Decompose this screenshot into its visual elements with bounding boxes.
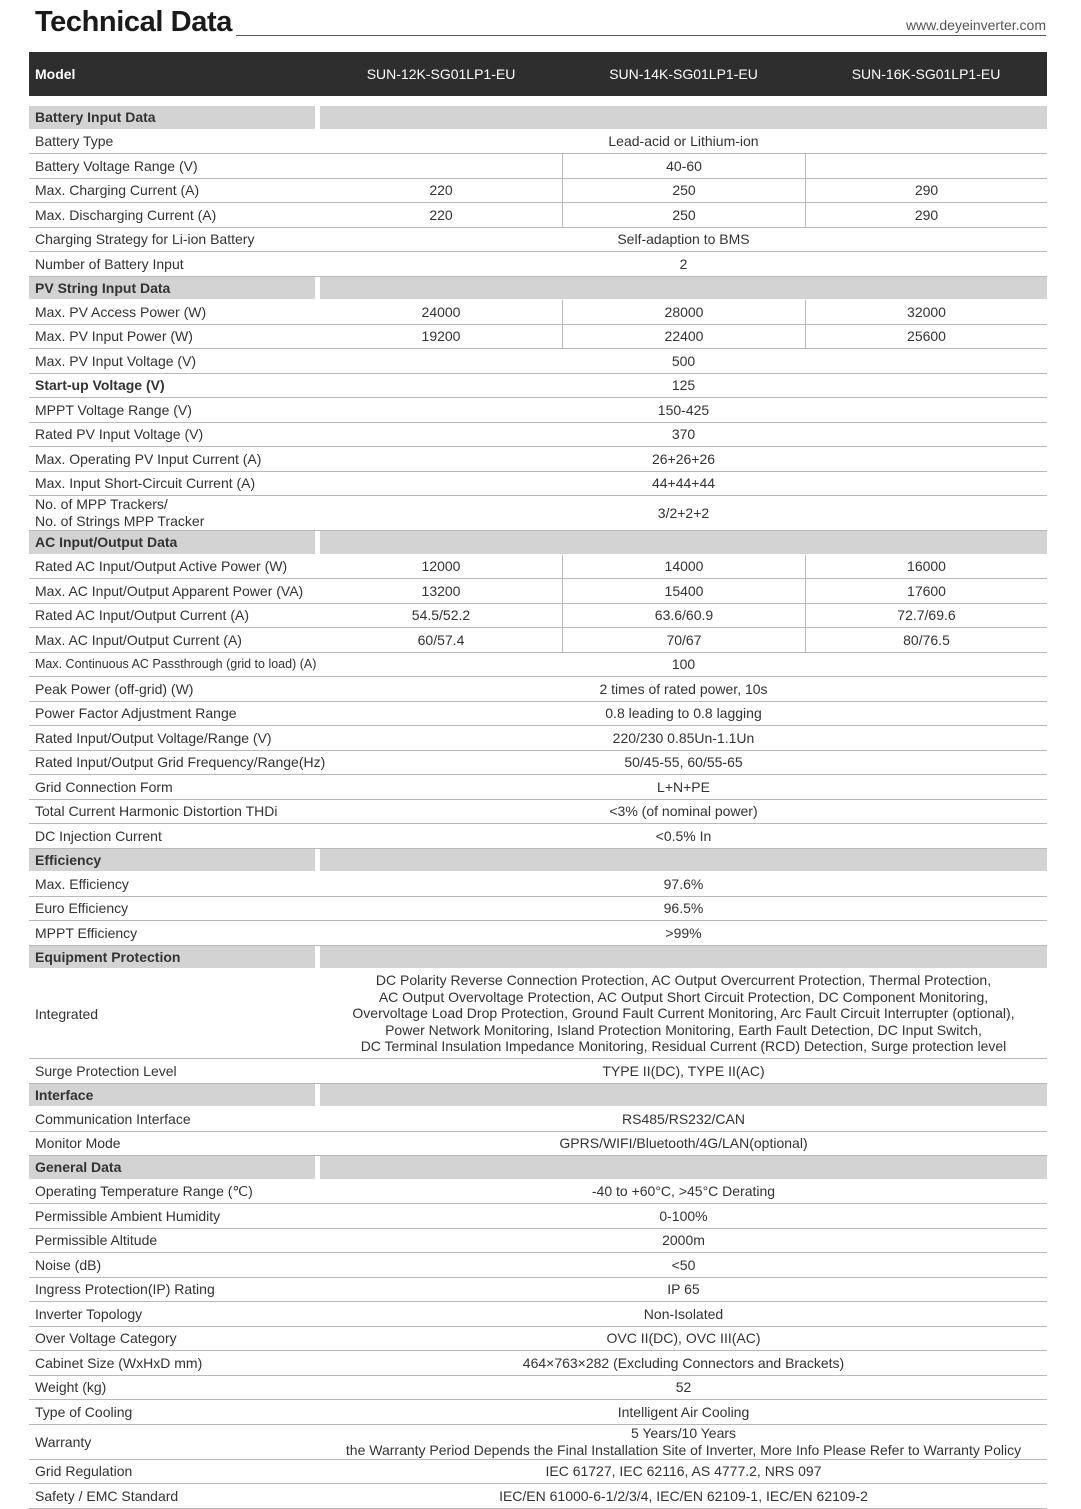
value-cell: 54.5/52.2 bbox=[411, 607, 471, 624]
row-values bbox=[320, 1278, 1047, 1302]
table-row bbox=[29, 1425, 1047, 1460]
value-cell-all-models: OVC II(DC), OVC III(AC) bbox=[606, 1330, 761, 1347]
table-row bbox=[29, 472, 1047, 497]
table-row bbox=[29, 228, 1047, 253]
row-values bbox=[320, 1059, 1047, 1083]
value-cell-all-models: Non-Isolated bbox=[643, 1305, 724, 1322]
table-row bbox=[29, 897, 1047, 922]
row-label: Peak Power (off-grid) (W) bbox=[35, 680, 194, 697]
row-values bbox=[320, 921, 1047, 945]
row-values bbox=[320, 1327, 1047, 1351]
row-label: Communication Interface bbox=[35, 1110, 191, 1127]
value-cell-all-models: 500 bbox=[671, 352, 696, 369]
table-row bbox=[29, 921, 1047, 946]
table-row bbox=[29, 349, 1047, 374]
value-cell: 19200 bbox=[421, 328, 461, 345]
row-label: Max. Discharging Current (A) bbox=[35, 206, 217, 223]
row-label: Max. AC Input/Output Apparent Power (VA) bbox=[35, 582, 304, 599]
section-title: Efficiency bbox=[29, 849, 315, 872]
row-label: Rated PV Input Voltage (V) bbox=[35, 426, 204, 443]
row-values bbox=[320, 1460, 1047, 1484]
table-row bbox=[29, 1229, 1047, 1254]
section-header-battery-input-data bbox=[29, 106, 1047, 130]
value-cell: 24000 bbox=[421, 303, 461, 320]
row-values bbox=[320, 300, 1047, 324]
table-row bbox=[29, 1351, 1047, 1376]
value-cell-all-models: Intelligent Air Cooling bbox=[617, 1403, 750, 1420]
value-cell-all-models: 44+44+44 bbox=[651, 475, 716, 492]
value-cell-all-models: IP 65 bbox=[667, 1281, 700, 1298]
section-header-interface bbox=[29, 1084, 1047, 1108]
row-label: Max. AC Input/Output Current (A) bbox=[35, 631, 242, 648]
table-row bbox=[29, 1400, 1047, 1425]
value-cell-all-models: 370 bbox=[671, 426, 696, 443]
row-label: Max. PV Access Power (W) bbox=[35, 303, 207, 320]
row-label: No. of MPP Trackers/ No. of Strings MPP Tracker bbox=[35, 496, 205, 529]
table-row bbox=[29, 628, 1047, 653]
spec-table bbox=[29, 106, 1047, 1509]
section-header-equipment-protection bbox=[29, 946, 1047, 970]
value-cell: 290 bbox=[805, 203, 1047, 227]
value-cell-all-models: L+N+PE bbox=[657, 778, 710, 795]
table-row bbox=[29, 824, 1047, 849]
row-values bbox=[320, 1302, 1047, 1326]
value-cell-all-models: DC Polarity Reverse Connection Protection, AC Output Overcurrent Protection, Thermal Protection, AC Output Overvoltage Protection, AC Output Short Circuit Protection, DC Component Monitoring, Overvoltage Load Drop Protection, Ground Fault Current Monitoring, Arc Fault Circuit Interrupter (optional), Power Network Monitoring, Island Protection Monitoring, Earth Fault Detection, DC Input Switch, DC Terminal Insulation Impedance Monitoring, Residual Current (RCD) Detection, Surge protection level bbox=[352, 972, 1015, 1055]
row-label: Weight (kg) bbox=[35, 1379, 107, 1396]
row-values bbox=[320, 1253, 1047, 1277]
table-row bbox=[29, 653, 1047, 678]
row-values bbox=[320, 179, 1047, 203]
table-row bbox=[29, 398, 1047, 423]
row-values bbox=[320, 398, 1047, 422]
row-label: Max. PV Input Voltage (V) bbox=[35, 352, 197, 369]
row-label: Type of Cooling bbox=[35, 1403, 133, 1420]
model-name-16k: SUN-16K-SG01LP1-EU bbox=[851, 66, 1001, 82]
model-name-12k: SUN-12K-SG01LP1-EU bbox=[366, 66, 516, 82]
row-values bbox=[320, 325, 1047, 349]
table-row bbox=[29, 751, 1047, 776]
row-values bbox=[320, 1229, 1047, 1253]
table-row bbox=[29, 555, 1047, 580]
table-row bbox=[29, 1204, 1047, 1229]
row-label: Cabinet Size (WxHxD mm) bbox=[35, 1354, 203, 1371]
section-title: PV String Input Data bbox=[29, 277, 315, 300]
table-row bbox=[29, 1278, 1047, 1303]
table-row bbox=[29, 1460, 1047, 1485]
row-label: Battery Type bbox=[35, 133, 114, 150]
value-cell: 16000 bbox=[805, 555, 1047, 579]
row-values bbox=[320, 775, 1047, 799]
value-cell-all-models: 0-100% bbox=[659, 1207, 708, 1224]
row-label: Grid Connection Form bbox=[35, 778, 173, 795]
table-row bbox=[29, 1302, 1047, 1327]
value-cell-all-models: 220/230 0.85Un-1.1Un bbox=[612, 729, 755, 746]
row-label: MPPT Voltage Range (V) bbox=[35, 401, 192, 418]
row-label: Noise (dB) bbox=[35, 1256, 102, 1273]
value-cell: 15400 bbox=[562, 579, 805, 603]
value-cell: 32000 bbox=[805, 300, 1047, 324]
row-label: Warranty bbox=[35, 1433, 92, 1450]
row-values bbox=[320, 824, 1047, 848]
table-row bbox=[29, 677, 1047, 702]
value-cell-all-models: <0.5% In bbox=[655, 827, 712, 844]
row-values bbox=[320, 751, 1047, 775]
value-cell-all-models: <50 bbox=[671, 1256, 696, 1273]
value-cell-all-models: 50/45-55, 60/55-65 bbox=[624, 754, 743, 771]
value-cell-all-models: 97.6% bbox=[663, 875, 704, 892]
section-band bbox=[320, 106, 1047, 129]
value-cell: 60/57.4 bbox=[417, 631, 465, 648]
section-band bbox=[320, 277, 1047, 300]
value-cell: 63.6/60.9 bbox=[562, 604, 805, 628]
row-label: Battery Voltage Range (V) bbox=[35, 157, 198, 174]
row-label: Rated Input/Output Voltage/Range (V) bbox=[35, 729, 272, 746]
section-title: Battery Input Data bbox=[29, 106, 315, 129]
table-row bbox=[29, 1180, 1047, 1205]
row-label: Integrated bbox=[35, 1005, 99, 1022]
row-label: Operating Temperature Range (℃) bbox=[35, 1182, 253, 1199]
row-label: Max. Operating PV Input Current (A) bbox=[35, 450, 262, 467]
table-row bbox=[29, 423, 1047, 448]
row-values bbox=[320, 496, 1047, 530]
row-values bbox=[320, 1180, 1047, 1204]
value-cell: 72.7/69.6 bbox=[805, 604, 1047, 628]
row-label: MPPT Efficiency bbox=[35, 924, 138, 941]
table-row bbox=[29, 130, 1047, 155]
title-rule bbox=[236, 35, 1046, 36]
value-cell: 14000 bbox=[562, 555, 805, 579]
row-values bbox=[320, 203, 1047, 227]
row-label: Permissible Ambient Humidity bbox=[35, 1207, 221, 1224]
value-cell-all-models: Lead-acid or Lithium-ion bbox=[608, 133, 759, 150]
table-row bbox=[29, 775, 1047, 800]
value-cell-all-models: 2 bbox=[679, 255, 688, 272]
row-values bbox=[320, 702, 1047, 726]
section-header-pv-string-input-data bbox=[29, 277, 1047, 301]
value-cell-all-models: <3% (of nominal power) bbox=[609, 803, 758, 820]
value-cell-all-models: 52 bbox=[675, 1379, 692, 1396]
row-values bbox=[320, 1376, 1047, 1400]
row-label: Max. Efficiency bbox=[35, 875, 129, 892]
row-label: Grid Regulation bbox=[35, 1463, 133, 1480]
row-values bbox=[320, 154, 1047, 178]
section-band bbox=[320, 849, 1047, 872]
row-values bbox=[320, 653, 1047, 677]
table-row bbox=[29, 179, 1047, 204]
row-label: Rated AC Input/Output Current (A) bbox=[35, 607, 249, 624]
table-row bbox=[29, 300, 1047, 325]
section-band bbox=[320, 946, 1047, 969]
value-cell: 250 bbox=[562, 203, 805, 227]
value-cell-all-models: TYPE II(DC), TYPE II(AC) bbox=[602, 1062, 765, 1079]
row-label: Inverter Topology bbox=[35, 1305, 143, 1322]
row-values bbox=[320, 349, 1047, 373]
section-title: General Data bbox=[29, 1156, 315, 1179]
value-cell-all-models: 96.5% bbox=[663, 900, 704, 917]
row-values bbox=[320, 555, 1047, 579]
row-label: Max. Charging Current (A) bbox=[35, 182, 200, 199]
row-label: Rated AC Input/Output Active Power (W) bbox=[35, 558, 288, 575]
value-cell bbox=[320, 154, 562, 178]
value-cell-all-models: 100 bbox=[671, 656, 696, 673]
section-header-efficiency bbox=[29, 849, 1047, 873]
value-cell-all-models: 5 Years/10 Years the Warranty Period Depends the Final Installation Site of Inverter, More Info Please Refer to Warranty Policy bbox=[345, 1425, 1022, 1458]
row-label: Ingress Protection(IP) Rating bbox=[35, 1281, 215, 1298]
value-cell: 70/67 bbox=[562, 628, 805, 652]
row-values bbox=[320, 252, 1047, 276]
row-label: Max. Continuous AC Passthrough (grid to load) (A) bbox=[35, 657, 317, 672]
row-label: Number of Battery Input bbox=[35, 255, 184, 272]
row-values bbox=[320, 628, 1047, 652]
value-cell-all-models: 150-425 bbox=[657, 401, 710, 418]
value-cell-all-models: RS485/RS232/CAN bbox=[622, 1110, 745, 1127]
value-cell-all-models: IEC/EN 61000-6-1/2/3/4, IEC/EN 62109-1, IEC/EN 62109-2 bbox=[499, 1487, 868, 1504]
table-row bbox=[29, 872, 1047, 897]
table-row bbox=[29, 1376, 1047, 1401]
row-values bbox=[320, 726, 1047, 750]
row-values bbox=[320, 579, 1047, 603]
table-row bbox=[29, 800, 1047, 825]
table-row bbox=[29, 154, 1047, 179]
value-cell: 40-60 bbox=[562, 154, 805, 178]
value-cell-all-models: Self-adaption to BMS bbox=[617, 231, 750, 248]
page-title: Technical Data bbox=[35, 6, 232, 38]
section-header-ac-input-output-data bbox=[29, 531, 1047, 555]
row-values bbox=[320, 1132, 1047, 1156]
table-row bbox=[29, 496, 1047, 531]
section-title: Interface bbox=[29, 1084, 315, 1107]
row-values bbox=[320, 447, 1047, 471]
row-values bbox=[320, 969, 1047, 1058]
table-row bbox=[29, 203, 1047, 228]
row-label: Charging Strategy for Li-ion Battery bbox=[35, 231, 255, 248]
value-cell-all-models: IEC 61727, IEC 62116, AS 4777.2, NRS 097 bbox=[545, 1463, 822, 1480]
model-name-14k: SUN-14K-SG01LP1-EU bbox=[609, 66, 758, 82]
value-cell: 80/76.5 bbox=[805, 628, 1047, 652]
row-values bbox=[320, 374, 1047, 398]
section-band bbox=[320, 1156, 1047, 1179]
table-row bbox=[29, 579, 1047, 604]
row-label: Permissible Altitude bbox=[35, 1232, 158, 1249]
row-values bbox=[320, 872, 1047, 896]
value-cell: 17600 bbox=[805, 579, 1047, 603]
row-values bbox=[320, 228, 1047, 252]
row-values bbox=[320, 423, 1047, 447]
value-cell-all-models: 2000m bbox=[662, 1232, 705, 1249]
value-cell-all-models: -40 to +60°C, >45°C Derating bbox=[591, 1183, 776, 1200]
row-values bbox=[320, 897, 1047, 921]
table-row bbox=[29, 374, 1047, 399]
row-label: Monitor Mode bbox=[35, 1135, 121, 1152]
table-row bbox=[29, 1327, 1047, 1352]
website-link[interactable]: www.deyeinverter.com bbox=[905, 17, 1046, 33]
model-header-label: Model bbox=[35, 66, 76, 82]
value-cell-all-models: 464×763×282 (Excluding Connectors and Brackets) bbox=[522, 1354, 845, 1371]
value-cell-all-models: 2 times of rated power, 10s bbox=[599, 680, 768, 697]
row-values bbox=[320, 1484, 1047, 1508]
row-label: Start-up Voltage (V) bbox=[35, 377, 165, 394]
row-label: Max. PV Input Power (W) bbox=[35, 328, 193, 345]
value-cell-all-models: 26+26+26 bbox=[651, 450, 716, 467]
row-label: Rated Input/Output Grid Frequency/Range(Hz) bbox=[35, 754, 326, 771]
row-values bbox=[320, 1400, 1047, 1424]
table-row bbox=[29, 252, 1047, 277]
row-label: Surge Protection Level bbox=[35, 1062, 177, 1079]
row-values bbox=[320, 472, 1047, 496]
row-label: Max. Input Short-Circuit Current (A) bbox=[35, 475, 256, 492]
value-cell-all-models: 125 bbox=[671, 377, 696, 394]
row-label: Over Voltage Category bbox=[35, 1330, 177, 1347]
row-label: Euro Efficiency bbox=[35, 900, 129, 917]
row-label: Safety / EMC Standard bbox=[35, 1487, 179, 1504]
value-cell: 22400 bbox=[562, 325, 805, 349]
row-values bbox=[320, 1425, 1047, 1459]
value-cell: 28000 bbox=[562, 300, 805, 324]
section-band bbox=[320, 1084, 1047, 1107]
section-header-general-data bbox=[29, 1156, 1047, 1180]
table-row bbox=[29, 325, 1047, 350]
value-cell-all-models: 0.8 leading to 0.8 lagging bbox=[605, 705, 762, 722]
row-values bbox=[320, 1107, 1047, 1131]
table-row bbox=[29, 1107, 1047, 1132]
row-values bbox=[320, 130, 1047, 154]
table-row bbox=[29, 1253, 1047, 1278]
value-cell: 220 bbox=[429, 206, 453, 223]
table-row bbox=[29, 702, 1047, 727]
value-cell: 290 bbox=[805, 179, 1047, 203]
value-cell: 13200 bbox=[421, 582, 461, 599]
row-label: Power Factor Adjustment Range bbox=[35, 705, 237, 722]
value-cell: 220 bbox=[429, 182, 453, 199]
value-cell: 250 bbox=[562, 179, 805, 203]
row-label: Total Current Harmonic Distortion THDi bbox=[35, 803, 278, 820]
value-cell-all-models: 3/2+2+2 bbox=[657, 505, 710, 521]
row-values bbox=[320, 1204, 1047, 1228]
table-row bbox=[29, 1059, 1047, 1084]
row-values bbox=[320, 800, 1047, 824]
section-title: AC Input/Output Data bbox=[29, 531, 315, 554]
table-row bbox=[29, 1132, 1047, 1157]
row-label: DC Injection Current bbox=[35, 827, 162, 844]
table-row bbox=[29, 1484, 1047, 1509]
model-header-row bbox=[29, 52, 1047, 96]
row-values bbox=[320, 677, 1047, 701]
value-cell-all-models: >99% bbox=[665, 924, 702, 941]
table-row bbox=[29, 969, 1047, 1059]
value-cell: 12000 bbox=[421, 558, 461, 575]
value-cell bbox=[805, 154, 1047, 178]
value-cell: 25600 bbox=[805, 325, 1047, 349]
row-values bbox=[320, 1351, 1047, 1375]
table-row bbox=[29, 447, 1047, 472]
row-values bbox=[320, 604, 1047, 628]
table-row bbox=[29, 604, 1047, 629]
section-band bbox=[320, 531, 1047, 554]
section-title: Equipment Protection bbox=[29, 946, 315, 969]
table-row bbox=[29, 726, 1047, 751]
value-cell-all-models: GPRS/WIFI/Bluetooth/4G/LAN(optional) bbox=[559, 1135, 808, 1152]
